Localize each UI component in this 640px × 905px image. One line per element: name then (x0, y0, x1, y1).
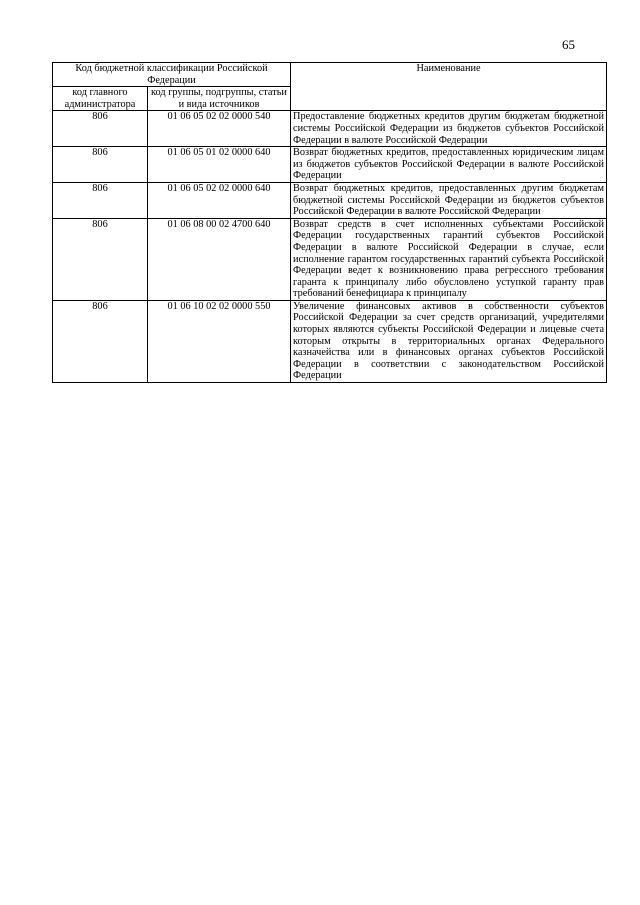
cell-code: 01 06 08 00 02 4700 640 (148, 218, 291, 300)
header-source-code: код группы, подгруппы, статьи и вида источников (148, 87, 291, 111)
table-row (53, 182, 607, 218)
cell-code: 01 06 05 02 02 0000 640 (148, 182, 291, 218)
table-row (53, 111, 607, 147)
cell-admin: 806 (53, 182, 148, 218)
cell-name: Возврат средств в счет исполненных субъектами Российской Федерации государственных гарантий субъектов Российской Федерации в валюте Российской Федерации в случае, если исполнение гарантом государственных гарантий субъекта Российской Федерации ведет к возникновению права регрессного требования гаранта к принципалу либо обусловлено уступкой гаранту прав требований бенефициара к принципалу (291, 218, 607, 300)
cell-name: Увеличение финансовых активов в собственности субъектов Российской Федерации за счет средств организаций, учредителями которых являются субъекты Российской Федерации и лицевые счета которым открыты в территориальных органах Федерального казначейства или в финансовых органах субъектов Российской Федерации в соответствии с законодательством Российской Федерации (291, 300, 607, 382)
header-name: Наименование (291, 63, 607, 111)
cell-name: Предоставление бюджетных кредитов другим бюджетам бюджетной системы Российской Федерации из бюджетов субъектов Российской Федерации в валюте Российской Федерации (291, 111, 607, 147)
cell-admin: 806 (53, 218, 148, 300)
cell-name: Возврат бюджетных кредитов, предоставленных юридическим лицам из бюджетов субъектов Российской Федерации в валюте Российской Федерации (291, 147, 607, 183)
page-number: 65 (562, 37, 575, 52)
cell-admin: 806 (53, 147, 148, 183)
cell-admin: 806 (53, 300, 148, 382)
table-row (53, 147, 607, 183)
cell-code: 01 06 10 02 02 0000 550 (148, 300, 291, 382)
cell-code: 01 06 05 02 02 0000 540 (148, 111, 291, 147)
cell-admin: 806 (53, 111, 148, 147)
table-header-row (53, 63, 607, 87)
table-row (53, 300, 607, 382)
header-classification-code: Код бюджетной классификации Российской Федерации (53, 63, 291, 87)
table-row (53, 218, 607, 300)
cell-code: 01 06 05 01 02 0000 640 (148, 147, 291, 183)
budget-classification-table (52, 62, 607, 383)
cell-name: Возврат бюджетных кредитов, предоставленных другим бюджетам бюджетной системы Российской Федерации из бюджетов субъектов Российской Федерации в валюте Российской Федерации (291, 182, 607, 218)
header-admin-code: код главного администратора (53, 87, 148, 111)
